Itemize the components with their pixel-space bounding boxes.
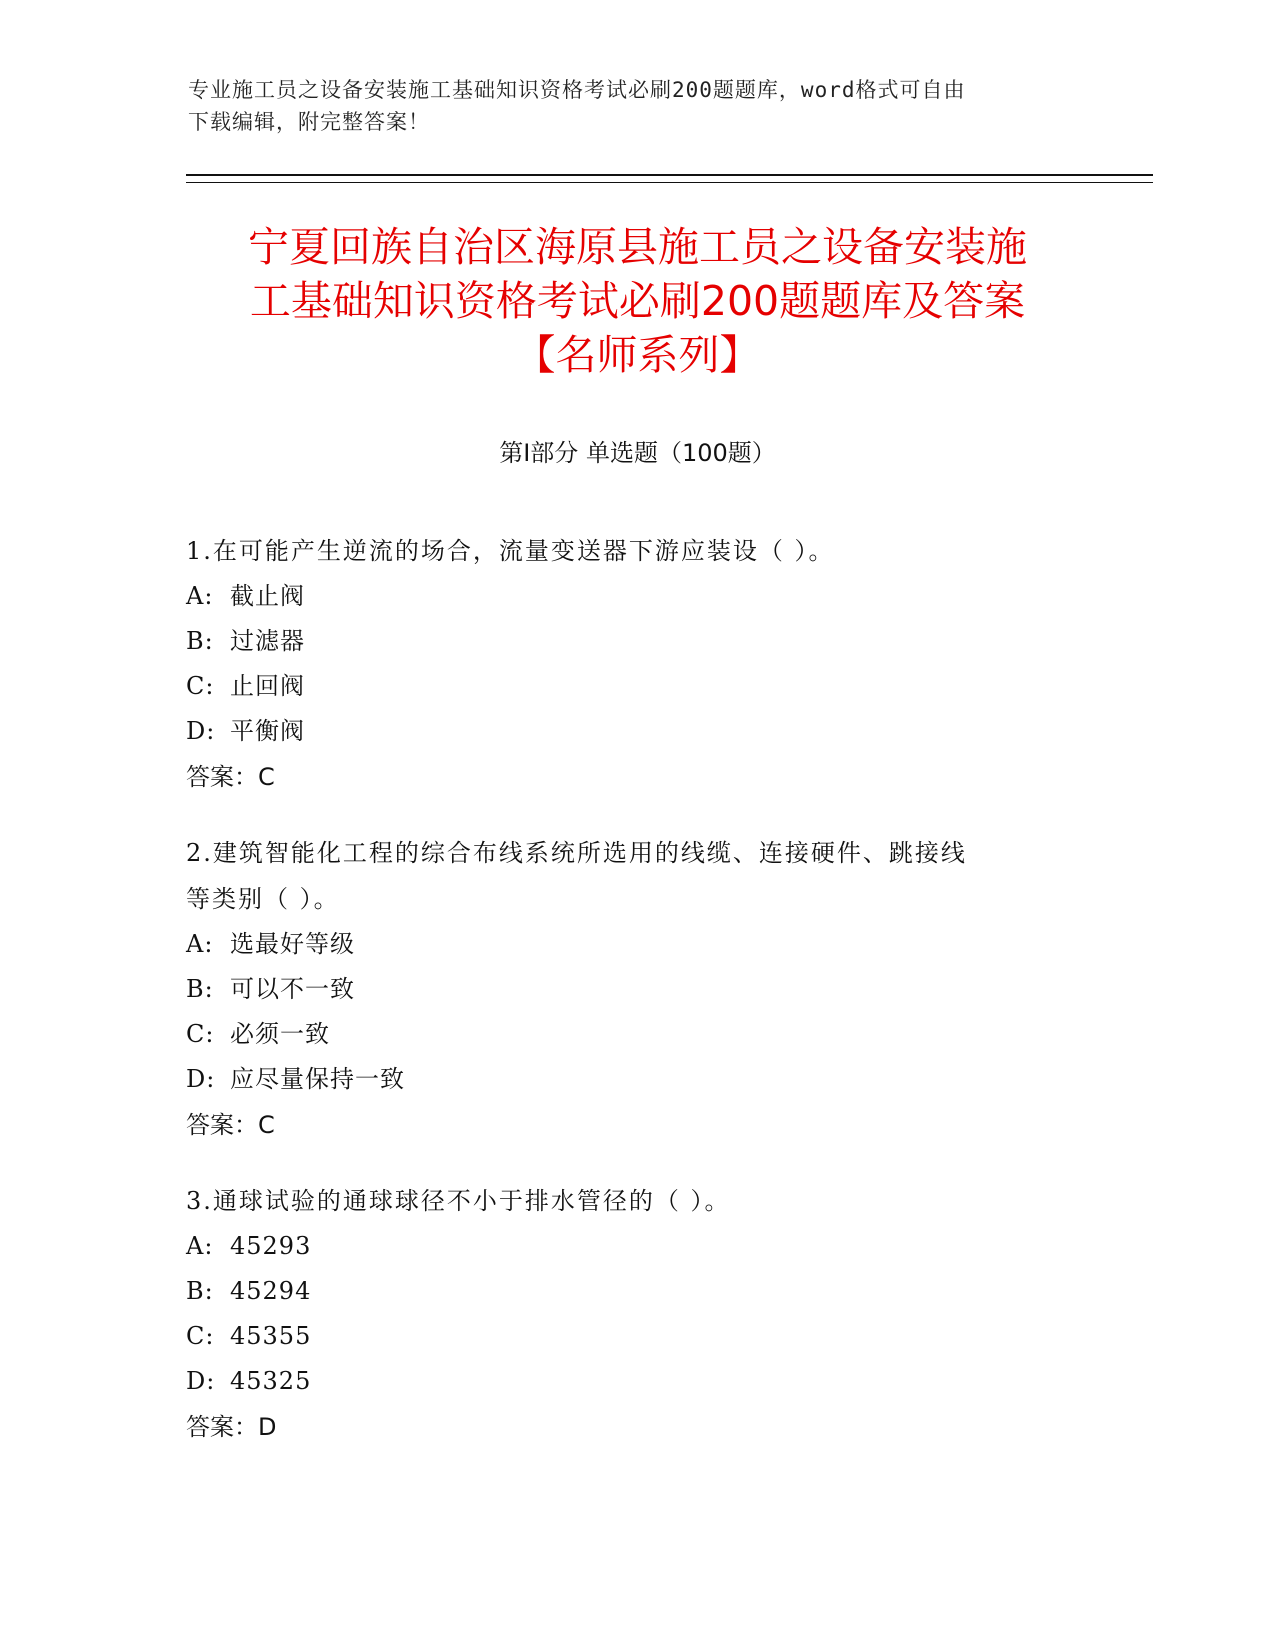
option-key: D: bbox=[186, 1065, 216, 1093]
option-text: 平衡阀 bbox=[230, 717, 305, 745]
header-divider-thick bbox=[186, 174, 1153, 176]
header-note-line-1: 专业施工员之设备安装施工基础知识资格考试必刷200题题库，word格式可自由 bbox=[188, 78, 966, 102]
option-a bbox=[186, 1224, 1086, 1269]
option-b bbox=[186, 619, 1086, 664]
option-text: 应尽量保持一致 bbox=[230, 1065, 405, 1093]
option-key: B: bbox=[186, 1277, 214, 1305]
option-text: 过滤器 bbox=[230, 627, 305, 655]
option-key: C: bbox=[186, 1322, 215, 1350]
option-text: 止回阀 bbox=[230, 672, 305, 700]
question-list bbox=[186, 528, 1086, 1480]
option-c bbox=[186, 1012, 1086, 1057]
document-title-line-1: 宁夏回族自治区海原县施工员之设备安装施 bbox=[248, 223, 1027, 271]
option-c bbox=[186, 1314, 1086, 1359]
header-divider-thin bbox=[186, 182, 1153, 183]
option-c bbox=[186, 664, 1086, 709]
document-title bbox=[160, 220, 1115, 382]
option-key: A: bbox=[186, 930, 214, 958]
document-title-line-2: 工基础知识资格考试必刷200题题库及答案 bbox=[249, 277, 1026, 325]
option-text: 必须一致 bbox=[230, 1020, 330, 1048]
option-d bbox=[186, 709, 1086, 754]
option-key: C: bbox=[186, 1020, 215, 1048]
question-stem: 2.建筑智能化工程的综合布线系统所选用的线缆、连接硬件、跳接线 bbox=[186, 839, 967, 867]
answer-line: 答案：C bbox=[186, 763, 275, 791]
question-stem: 1.在可能产生逆流的场合，流量变送器下游应装设（ ）。 bbox=[186, 537, 835, 565]
option-text: 45294 bbox=[230, 1277, 312, 1305]
option-d bbox=[186, 1359, 1086, 1404]
option-d bbox=[186, 1057, 1086, 1102]
option-text: 45293 bbox=[230, 1232, 312, 1260]
option-text: 选最好等级 bbox=[230, 930, 355, 958]
option-key: C: bbox=[186, 672, 215, 700]
option-a bbox=[186, 574, 1086, 619]
option-key: A: bbox=[186, 1232, 214, 1260]
option-key: D: bbox=[186, 717, 216, 745]
option-text: 截止阀 bbox=[230, 582, 305, 610]
option-key: D: bbox=[186, 1367, 216, 1395]
option-text: 45325 bbox=[230, 1367, 312, 1395]
option-b bbox=[186, 1269, 1086, 1314]
question-1 bbox=[186, 528, 1086, 800]
question-3 bbox=[186, 1178, 1086, 1450]
header-note bbox=[188, 74, 1068, 138]
option-key: B: bbox=[186, 627, 214, 655]
question-2 bbox=[186, 830, 1086, 1148]
section-title: 第Ⅰ部分 单选题（100题） bbox=[499, 439, 776, 467]
header-note-line-2: 下载编辑，附完整答案！ bbox=[188, 110, 430, 134]
answer-line: 答案：D bbox=[186, 1413, 277, 1441]
answer-line: 答案：C bbox=[186, 1111, 275, 1139]
question-stem: 3.通球试验的通球球径不小于排水管径的（ ）。 bbox=[186, 1187, 731, 1215]
document-title-line-3: 【名师系列】 bbox=[514, 331, 761, 379]
option-text: 45355 bbox=[230, 1322, 312, 1350]
option-a bbox=[186, 922, 1086, 967]
option-key: A: bbox=[186, 582, 214, 610]
option-b bbox=[186, 967, 1086, 1012]
option-key: B: bbox=[186, 975, 214, 1003]
option-text: 可以不一致 bbox=[230, 975, 355, 1003]
question-stem-continued: 等类别（ ）。 bbox=[186, 885, 340, 913]
